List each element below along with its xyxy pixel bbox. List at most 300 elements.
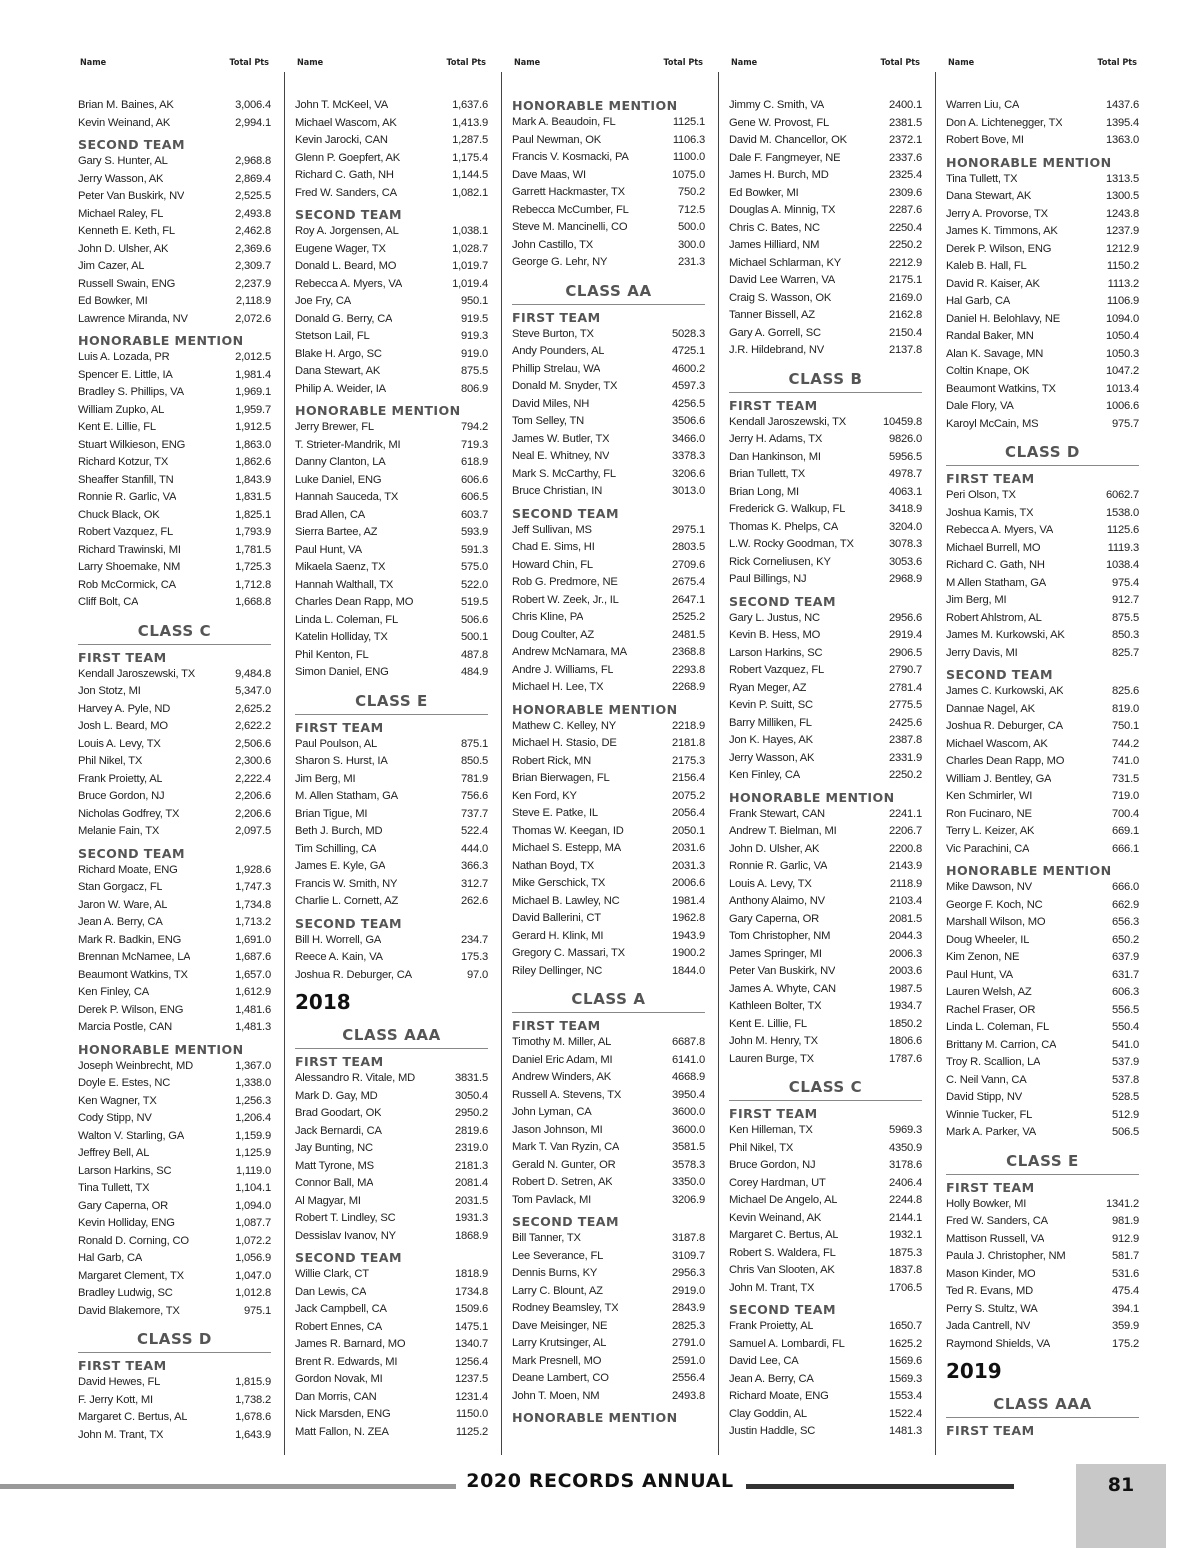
record-row — [729, 484, 922, 502]
record-row — [512, 1174, 705, 1192]
record-row — [78, 489, 271, 507]
record-row — [946, 1054, 1139, 1072]
record-row — [512, 396, 705, 414]
record-row — [729, 554, 922, 572]
class-heading: CLASS C — [729, 1074, 922, 1101]
total-points: 6687.8 — [671, 1036, 705, 1048]
record-row — [78, 967, 271, 985]
total-points: 3506.6 — [671, 415, 705, 427]
record-row — [729, 167, 922, 185]
record-row — [295, 629, 488, 647]
total-points: 975.7 — [1112, 417, 1139, 430]
record-row — [512, 114, 705, 132]
competitor-name: Robert Ennes, CA — [295, 1320, 382, 1333]
total-points: 2381.5 — [888, 116, 922, 129]
competitor-name: Bruce Gordon, NJ — [729, 1159, 816, 1171]
total-points: 919.0 — [461, 347, 488, 360]
total-points: 475.4 — [1112, 1285, 1139, 1297]
record-row — [78, 454, 271, 472]
total-points: 2081.4 — [454, 1177, 488, 1189]
record-row — [512, 963, 705, 981]
competitor-name: Bradley Ludwig, SC — [78, 1287, 173, 1299]
competitor-name: Mark D. Gay, MD — [295, 1089, 378, 1102]
record-row — [512, 1265, 705, 1283]
total-points: 741.0 — [1112, 755, 1139, 767]
record-row — [295, 932, 488, 950]
competitor-name: Mikaela Saenz, TX — [295, 561, 386, 573]
total-points: 1787.6 — [888, 1052, 922, 1065]
total-points: 1,657.0 — [235, 968, 271, 981]
competitor-name: George G. Lehr, NY — [512, 256, 608, 268]
record-row — [946, 223, 1139, 241]
competitor-name: Nicholas Godfrey, TX — [78, 807, 180, 820]
record-row — [295, 1105, 488, 1123]
competitor-name: David R. Kaiser, AK — [946, 277, 1040, 290]
competitor-name: Jeffrey Bell, AL — [78, 1147, 150, 1159]
competitor-name: Russell Swain, ENG — [78, 277, 176, 290]
record-row — [295, 276, 488, 294]
team-heading: HONORABLE MENTION — [512, 1410, 678, 1425]
record-row — [729, 1388, 922, 1406]
record-row — [946, 398, 1139, 416]
total-points: 2919.4 — [888, 629, 922, 641]
total-points: 1,668.8 — [235, 596, 271, 608]
record-row — [78, 153, 271, 171]
competitor-name: John M. Trant, TX — [729, 1281, 815, 1294]
record-row — [78, 1392, 271, 1410]
total-points: 2647.1 — [671, 593, 705, 606]
competitor-name: Chris Van Slooten, AK — [729, 1264, 835, 1276]
competitor-name: Larson Harkins, SC — [729, 646, 823, 659]
total-points: 444.0 — [461, 842, 488, 855]
total-points: 6062.7 — [1105, 489, 1139, 501]
competitor-name: Daniel H. Belohlavy, NE — [946, 312, 1060, 325]
total-points: 1,825.1 — [235, 508, 271, 521]
total-points: 2268.9 — [671, 681, 705, 693]
record-row — [729, 536, 922, 554]
record-row — [946, 701, 1139, 719]
competitor-name: Jimmy C. Smith, VA — [729, 99, 825, 111]
record-row — [78, 311, 271, 329]
total-points: 484.9 — [461, 666, 488, 678]
total-points: 650.2 — [1112, 933, 1139, 946]
competitor-name: David Hewes, FL — [78, 1376, 161, 1388]
record-row — [512, 1052, 705, 1070]
total-points: 1931.3 — [454, 1212, 488, 1224]
record-row — [946, 592, 1139, 610]
record-row — [729, 272, 922, 290]
competitor-name: Glenn P. Goepfert, AK — [295, 151, 401, 164]
total-points: 3187.8 — [671, 1232, 705, 1244]
record-row — [295, 328, 488, 346]
record-row — [295, 1319, 488, 1337]
record-row — [78, 594, 271, 612]
record-row — [78, 879, 271, 897]
total-points: 4725.1 — [671, 345, 705, 357]
total-points: 2118.9 — [889, 877, 922, 890]
total-points: 2331.9 — [888, 751, 922, 764]
total-points: 2218.9 — [671, 719, 705, 732]
total-points: 2250.4 — [888, 221, 922, 234]
team-heading: HONORABLE MENTION — [78, 333, 244, 348]
record-row — [946, 258, 1139, 276]
competitor-name: Steve M. Mancinelli, CO — [512, 221, 628, 233]
competitor-name: David Ballerini, CT — [512, 912, 601, 924]
competitor-name: Fred W. Sanders, CA — [295, 186, 397, 199]
record-row — [78, 1374, 271, 1392]
record-row — [512, 343, 705, 361]
record-row — [729, 449, 922, 467]
class-heading: CLASS E — [295, 688, 488, 715]
competitor-name: Beth J. Burch, MD — [295, 825, 383, 837]
record-row — [729, 715, 922, 733]
total-points: 2181.8 — [671, 737, 705, 749]
competitor-name: Blake H. Argo, SC — [295, 347, 382, 360]
total-points: 3053.6 — [888, 555, 922, 568]
competitor-name: Lauren Burge, TX — [729, 1052, 814, 1065]
competitor-name: Ken Schmirler, WI — [946, 790, 1033, 802]
total-points: 537.8 — [1112, 1073, 1139, 1086]
record-row — [946, 206, 1139, 224]
record-row — [295, 1158, 488, 1176]
team-heading: FIRST TEAM — [729, 1106, 818, 1121]
competitor-name: Gerald N. Gunter, OR — [512, 1158, 616, 1171]
total-points: 1013.4 — [1105, 382, 1139, 395]
competitor-name: Brittany M. Carrion, CA — [946, 1038, 1057, 1051]
competitor-name: Kendall Jaroszewski, TX — [78, 667, 196, 680]
competitor-name: Larson Harkins, SC — [78, 1164, 172, 1177]
competitor-name: Robert Rick, MN — [512, 754, 592, 767]
total-points: 912.7 — [1112, 594, 1139, 606]
competitor-name: Jerry Brewer, FL — [295, 421, 374, 433]
record-row — [295, 1070, 488, 1088]
total-points: 359.9 — [1112, 1320, 1139, 1332]
competitor-name: David M. Chancellor, OK — [729, 134, 847, 146]
competitor-name: Mason Kinder, MO — [946, 1267, 1036, 1280]
competitor-name: Michael De Angelo, AL — [729, 1194, 838, 1206]
total-points: 1,338.0 — [235, 1077, 271, 1089]
record-row — [946, 932, 1139, 950]
record-row — [295, 489, 488, 507]
total-points: 97.0 — [467, 968, 488, 981]
competitor-name: Jean A. Berry, CA — [729, 1372, 814, 1385]
competitor-name: Ken Ford, KY — [512, 789, 577, 802]
competitor-name: James W. Butler, TX — [512, 432, 610, 445]
record-row — [729, 185, 922, 203]
competitor-name: Gary S. Hunter, AL — [78, 155, 168, 167]
total-points: 1050.4 — [1105, 330, 1139, 342]
class-heading: CLASS C — [78, 618, 271, 645]
total-points: 1,144.5 — [452, 169, 488, 181]
record-row — [295, 559, 488, 577]
total-points: 3078.3 — [888, 538, 922, 550]
record-row — [946, 293, 1139, 311]
class-heading: CLASS A — [512, 986, 705, 1013]
competitor-name: Andrew Winders, AK — [512, 1071, 611, 1083]
total-points: 1,793.9 — [235, 526, 271, 538]
total-points: 2337.6 — [888, 151, 922, 164]
competitor-name: Kent E. Lillie, FL — [729, 1017, 807, 1030]
record-row — [295, 1354, 488, 1372]
competitor-name: Hannah Sauceda, TX — [295, 491, 399, 503]
record-row — [512, 184, 705, 202]
total-points: 519.5 — [461, 596, 488, 608]
competitor-name: Ronald D. Corning, CO — [78, 1234, 189, 1247]
record-row — [512, 1283, 705, 1301]
total-points: 1341.2 — [1105, 1197, 1139, 1210]
total-points: 3206.6 — [671, 467, 705, 480]
total-points: 2675.4 — [671, 576, 705, 588]
competitor-name: Tom Selley, TN — [512, 415, 585, 427]
competitor-name: Josh L. Beard, MO — [78, 720, 168, 732]
record-row — [946, 806, 1139, 824]
total-points: 1,119.0 — [235, 1164, 271, 1177]
record-row — [512, 1104, 705, 1122]
record-row — [946, 381, 1139, 399]
competitor-name: Paul Billings, NJ — [729, 573, 807, 585]
team-heading: SECOND TEAM — [295, 1250, 402, 1265]
total-points: 1,094.0 — [235, 1199, 271, 1212]
competitor-name: Hal Garb, CA — [78, 1252, 143, 1264]
record-row — [295, 858, 488, 876]
competitor-name: Troy R. Scallion, LA — [946, 1056, 1041, 1068]
record-row — [78, 1180, 271, 1198]
competitor-name: Dave Maas, WI — [512, 168, 586, 181]
total-points: 1125.6 — [1106, 524, 1139, 536]
class-heading: CLASS AAA — [946, 1391, 1139, 1418]
record-row — [78, 771, 271, 789]
competitor-name: Simon Daniel, ENG — [295, 666, 389, 678]
record-row — [729, 1353, 922, 1371]
competitor-name: Peter Van Buskirk, NV — [729, 965, 836, 977]
competitor-name: Paul Poulson, AL — [295, 737, 378, 750]
total-pts-header: Total Pts — [229, 58, 269, 68]
competitor-name: Jada Cantrell, NV — [946, 1320, 1031, 1332]
competitor-name: Tom Christopher, NM — [729, 930, 831, 942]
total-points: 2556.4 — [671, 1372, 705, 1384]
record-row — [295, 472, 488, 490]
record-row — [295, 736, 488, 754]
total-points: 1,959.7 — [235, 403, 271, 416]
competitor-name: Michael Wascom, AK — [295, 116, 397, 129]
competitor-name: Jim Berg, MI — [946, 594, 1007, 606]
record-row — [295, 1088, 488, 1106]
record-row — [946, 984, 1139, 1002]
record-row — [946, 575, 1139, 593]
record-row — [295, 542, 488, 560]
total-points: 1006.6 — [1105, 400, 1139, 412]
competitor-name: Kevin B. Hess, MO — [729, 629, 821, 641]
record-row — [512, 945, 705, 963]
team-heading: FIRST TEAM — [946, 471, 1035, 486]
record-row — [295, 753, 488, 771]
record-row — [946, 363, 1139, 381]
competitor-name: Frederick G. Walkup, FL — [729, 503, 846, 515]
competitor-name: Alan K. Savage, MN — [946, 347, 1044, 360]
competitor-name: Coltin Knape, OK — [946, 365, 1030, 377]
competitor-name: Dale F. Fangmeyer, NE — [729, 151, 841, 164]
record-row — [729, 150, 922, 168]
competitor-name: Richard Trawinski, MI — [78, 543, 181, 556]
name-header: Name — [514, 58, 541, 68]
total-points: 1363.0 — [1105, 134, 1139, 146]
competitor-name: Kevin Weinand, AK — [729, 1211, 822, 1224]
total-points: 3581.5 — [671, 1141, 705, 1153]
competitor-name: Katelin Holliday, TX — [295, 631, 388, 643]
total-points: 2175.1 — [888, 274, 922, 286]
total-points: 2075.2 — [671, 789, 705, 802]
record-row — [512, 378, 705, 396]
record-row — [295, 132, 488, 150]
competitor-name: Mark T. Van Ryzin, CA — [512, 1141, 620, 1153]
record-row — [946, 1019, 1139, 1037]
competitor-name: John Castillo, TX — [512, 238, 593, 251]
total-points: 1943.9 — [671, 929, 705, 942]
competitor-name: Mathew C. Kelley, NY — [512, 719, 616, 732]
total-points: 1,678.6 — [235, 1411, 271, 1423]
record-row — [512, 644, 705, 662]
total-points: 1050.3 — [1105, 347, 1139, 360]
column-3 — [512, 58, 705, 1426]
total-points: 1,712.8 — [235, 578, 271, 591]
name-header: Name — [948, 58, 975, 68]
record-row — [78, 241, 271, 259]
record-row — [946, 610, 1139, 628]
competitor-name: Kenneth E. Keth, FL — [78, 225, 175, 237]
total-points: 1125.2 — [455, 1425, 488, 1438]
record-row — [78, 1093, 271, 1111]
competitor-name: David Lee, CA — [729, 1355, 799, 1367]
total-points: 2,300.6 — [235, 755, 271, 767]
record-row — [729, 823, 922, 841]
competitor-name: Louis A. Levy, TX — [78, 737, 161, 750]
competitor-name: Jerry H. Adams, TX — [729, 433, 823, 445]
competitor-name: Phil Nikel, TX — [729, 1141, 794, 1154]
record-row — [512, 574, 705, 592]
competitor-name: Robert Bove, MI — [946, 134, 1024, 146]
total-points: 1932.1 — [888, 1229, 922, 1241]
record-row — [512, 1157, 705, 1175]
competitor-name: Gerard H. Klink, MI — [512, 929, 604, 942]
competitor-name: Ed Bowker, MI — [78, 295, 148, 307]
class-heading: CLASS B — [729, 366, 922, 393]
total-points: 3600.0 — [671, 1123, 705, 1136]
record-row — [295, 1406, 488, 1424]
record-row — [78, 437, 271, 455]
total-points: 512.9 — [1112, 1108, 1139, 1121]
competitor-name: Ken Finley, CA — [78, 986, 149, 998]
record-row — [729, 255, 922, 273]
total-points: 819.0 — [1112, 702, 1139, 715]
total-points: 2843.9 — [671, 1302, 705, 1314]
total-points: 2481.5 — [671, 628, 705, 641]
record-row — [78, 823, 271, 841]
record-row — [295, 1389, 488, 1407]
total-points: 2212.9 — [888, 256, 922, 269]
competitor-name: Samuel A. Lombardi, FL — [729, 1337, 845, 1350]
total-points: 2,237.9 — [235, 277, 271, 290]
record-row — [512, 254, 705, 272]
competitor-name: T. Strieter-Mandrik, MI — [295, 438, 401, 451]
year-heading: 2018 — [295, 990, 351, 1014]
record-row — [946, 1213, 1139, 1231]
total-points: 3,006.4 — [235, 99, 271, 111]
total-points: 1553.4 — [888, 1390, 922, 1402]
competitor-name: Harvey A. Pyle, ND — [78, 702, 171, 715]
record-row — [78, 97, 271, 115]
total-points: 3831.5 — [454, 1072, 488, 1084]
record-row — [946, 683, 1139, 701]
record-row — [78, 683, 271, 701]
total-points: 1,687.6 — [235, 951, 271, 963]
competitor-name: Ron Fucinaro, NE — [946, 807, 1032, 820]
competitor-name: Raymond Shields, VA — [946, 1337, 1051, 1350]
record-row — [729, 202, 922, 220]
total-points: 1875.3 — [888, 1246, 922, 1259]
record-row — [295, 524, 488, 542]
total-points: 3418.9 — [888, 503, 922, 515]
competitor-name: John D. Ulsher, AK — [729, 842, 820, 855]
competitor-name: Kevin Weinand, AK — [78, 116, 171, 129]
competitor-name: Tanner Bissell, AZ — [729, 309, 815, 321]
competitor-name: Gary L. Justus, NC — [729, 611, 820, 624]
team-heading: SECOND TEAM — [295, 207, 402, 222]
competitor-name: Daniel Eric Adam, MI — [512, 1053, 613, 1066]
total-points: 950.1 — [461, 295, 488, 307]
total-points: 2,525.5 — [235, 190, 271, 202]
team-heading: FIRST TEAM — [512, 309, 601, 325]
competitor-name: Jim Cazer, AL — [78, 260, 145, 272]
competitor-name: Nick Marsden, ENG — [295, 1408, 391, 1420]
footer-rule-right — [746, 1484, 1014, 1489]
record-row — [295, 1140, 488, 1158]
total-points: 5956.5 — [888, 450, 922, 463]
competitor-name: Clay Goddin, AL — [729, 1407, 807, 1420]
record-row — [512, 875, 705, 893]
competitor-name: Bruce Gordon, NJ — [78, 790, 165, 802]
competitor-name: Mark Presnell, MO — [512, 1354, 602, 1367]
competitor-name: Jack Bernardi, CA — [295, 1124, 382, 1137]
record-row — [78, 1268, 271, 1286]
total-points: 2,206.6 — [235, 790, 271, 802]
record-row — [78, 188, 271, 206]
total-points: 2956.3 — [671, 1267, 705, 1279]
record-row — [295, 1123, 488, 1141]
competitor-name: Justin Haddle, SC — [729, 1425, 816, 1437]
team-heading: SECOND TEAM — [78, 137, 185, 152]
total-points: 3578.3 — [671, 1158, 705, 1171]
competitor-name: Richard C. Gath, NH — [946, 559, 1045, 571]
total-points: 5,347.0 — [235, 685, 271, 697]
record-row — [946, 97, 1139, 115]
record-row — [78, 1427, 271, 1445]
record-row — [729, 1336, 922, 1354]
record-row — [729, 1406, 922, 1424]
total-points: 1340.7 — [454, 1338, 488, 1350]
class-heading: CLASS D — [78, 1326, 271, 1353]
competitor-name: Sheaffer Stanfill, TN — [78, 473, 174, 486]
record-row — [78, 753, 271, 771]
record-row — [729, 627, 922, 645]
total-points: 1987.5 — [888, 982, 922, 995]
record-row — [946, 132, 1139, 150]
total-points: 2387.8 — [888, 734, 922, 746]
record-row — [512, 1087, 705, 1105]
record-row — [295, 612, 488, 630]
total-points: 2372.1 — [888, 134, 922, 146]
competitor-name: Kevin Jarocki, CAN — [295, 134, 388, 146]
competitor-name: Charles Dean Rapp, MO — [295, 596, 414, 608]
